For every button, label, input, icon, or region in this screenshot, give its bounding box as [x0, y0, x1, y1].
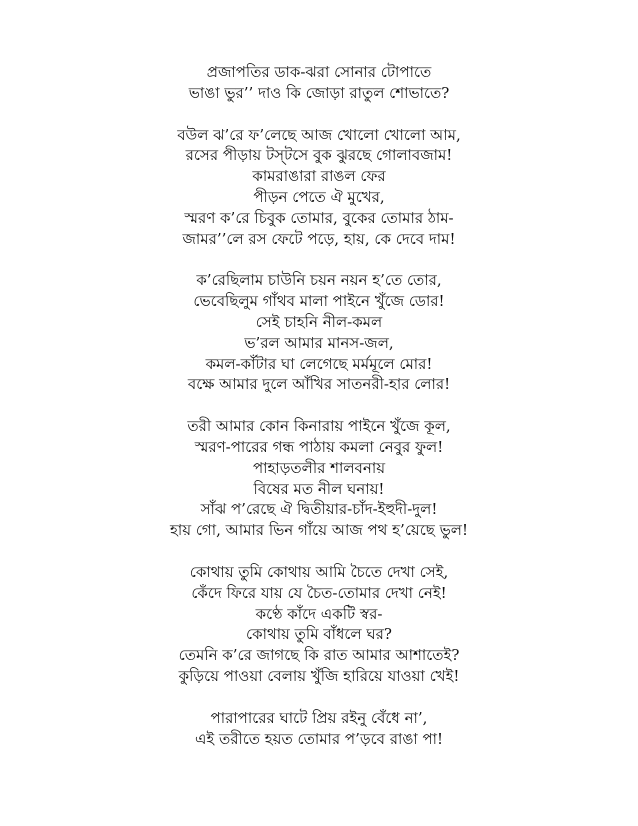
poem-line: ভাঙা ভুর’’ দাও কি জোড়া রাতুল শোভাতে?	[188, 83, 450, 102]
poem-line: ভ’রল আমার মানস-জল,	[244, 333, 394, 352]
stanza-5	[40, 562, 598, 687]
poem-line: কামরাঙারা রাঙল ফের	[252, 167, 386, 186]
stanza-1	[40, 62, 598, 104]
poem-line: সাঁঝ প’রেছে ঐ দ্বিতীয়ার-চাঁদ-ইহুদী-দুল!	[200, 500, 438, 519]
poem-line: স্মরণ-পারের গন্ধ পাঠায় কমলা নেবুর ফুল!	[194, 437, 444, 456]
poem-line: এই তরীতে হয়ত তোমার প’ড়বে রাঙা পা!	[194, 729, 444, 748]
stanza-4	[40, 416, 598, 541]
poem-line: তেমনি ক’রে জাগছে কি রাত আমার আশাতেই?	[178, 646, 460, 665]
poem-line: কোথায় তুমি কোথায় আমি চৈতে দেখা সেই,	[189, 562, 449, 581]
poem-line: পাহাড়তলীর শালবনায়	[252, 458, 386, 477]
poem-line: কমল-কাঁটার ঘা লেগেছে মর্মমূলে মোর!	[205, 354, 433, 373]
poem-line: বক্ষে আমার দুলে আঁখির সাতনরী-হার লোর!	[187, 375, 451, 394]
poem-line: সেই চাহনি নীল-কমল	[255, 312, 383, 331]
poem-line: পীড়ন পেতে ঐ মুখের,	[253, 187, 385, 206]
poem-line: বউল ঝ’রে ফ’লেছে আজ খোলো খোলো আম,	[177, 125, 461, 144]
poem-line: বিষের মত নীল ঘনায়!	[253, 479, 385, 498]
poem-line: স্মরণ ক’রে চিবুক তোমার, বুকের তোমার ঠাম-	[184, 208, 454, 227]
poem-line: প্রজাপতির ডাক-ঝরা সোনার টোপাতে	[206, 63, 432, 81]
poem-line: ভেবেছিলুম গাঁথব মালা পাইনে খুঁজে ডোর!	[193, 292, 445, 311]
poem-line: পারাপারের ঘাটে প্রিয় রইনু বেঁধে না’,	[210, 708, 428, 727]
poem-line: তরী আমার কোন কিনারায় পাইনে খুঁজে কূল,	[187, 417, 451, 436]
stanza-6	[40, 708, 598, 750]
poem-line: হায় গো, আমার ভিন গাঁয়ে আজ পথ হ’য়েছে ভুল!	[169, 521, 469, 540]
poem	[40, 62, 598, 770]
poem-line: ক’রেছিলাম চাউনি চয়ন নয়ন হ’তে তোর,	[196, 271, 442, 290]
poem-line: কেঁদে ফিরে যায় যে চৈত-তোমার দেখা নেই!	[191, 583, 447, 602]
stanza-2	[40, 125, 598, 250]
poem-line: কোথায় তুমি বাঁধলে ঘর?	[246, 625, 392, 644]
stanza-3	[40, 270, 598, 395]
poem-line: কুড়িয়ে পাওয়া বেলায় খুঁজি হারিয়ে যাওয়া খেই!	[178, 666, 460, 685]
poem-line: কণ্ঠে কাঁদে একটি স্বর-	[255, 604, 383, 623]
poem-line: জামর’’লে রস ফেটে পড়ে, হায়, কে দেবে দাম!	[182, 229, 456, 248]
poem-line: রসের পীড়ায় টস্‌টসে বুক ঝুরছে গোলাবজাম!	[185, 146, 453, 165]
